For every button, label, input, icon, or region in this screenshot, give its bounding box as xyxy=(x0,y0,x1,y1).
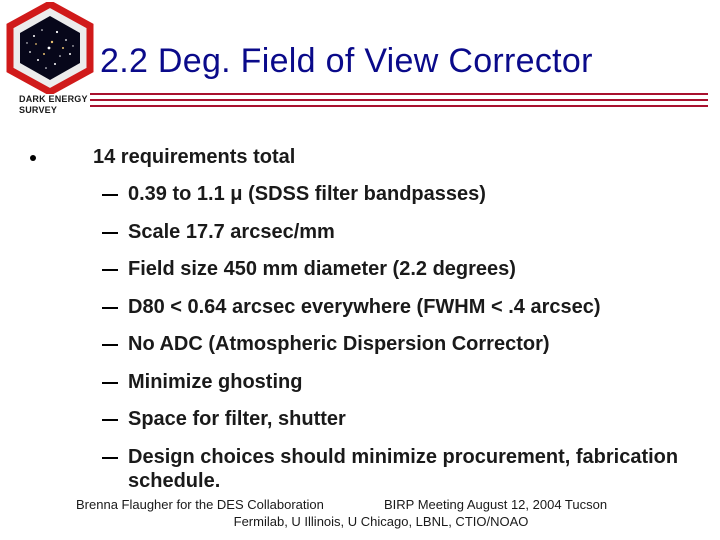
sub-bullet-text: Scale 17.7 arcsec/mm xyxy=(128,220,335,243)
title-rule xyxy=(90,99,708,101)
des-logo xyxy=(2,2,98,120)
main-bullet-text: 14 requirements total xyxy=(93,146,296,168)
sub-bullet xyxy=(102,220,712,258)
page-title: 2.2 Deg. Field of View Corrector xyxy=(100,42,593,80)
sub-bullet xyxy=(102,445,712,492)
sub-bullet xyxy=(102,332,712,370)
title-rule xyxy=(90,105,708,107)
dash-icon xyxy=(102,344,118,346)
sub-bullet xyxy=(102,257,712,295)
footer-meeting: BIRP Meeting August 12, 2004 Tucson xyxy=(384,497,608,512)
sub-bullet-text: Space for filter, shutter xyxy=(128,408,346,430)
sub-bullet-text: 0.39 to 1.1 μ (SDSS filter bandpasses) xyxy=(128,183,486,205)
sub-bullet-text: Design choices should minimize procurement, fabrication schedule. xyxy=(128,445,679,492)
dash-icon xyxy=(102,382,118,384)
logo-line-2: SURVEY xyxy=(19,105,58,115)
sub-bullet-text: No ADC (Atmospheric Dispersion Corrector) xyxy=(128,333,550,355)
hexagon-logo-icon xyxy=(2,2,98,94)
title-rule xyxy=(90,93,708,95)
logo-wordmark xyxy=(19,94,88,116)
sub-bullet xyxy=(102,295,712,333)
sub-bullet-text: Minimize ghosting xyxy=(128,370,303,393)
sub-bullet-text: Field size 450 mm diameter (2.2 degrees) xyxy=(128,258,516,280)
sub-bullet-text: D80 < 0.64 arcsec everywhere (FWHM < .4 arcsec) xyxy=(128,295,601,318)
dash-icon xyxy=(102,307,118,309)
dash-icon xyxy=(102,194,118,196)
sub-bullet-list xyxy=(102,182,712,492)
dash-icon xyxy=(102,232,118,234)
sub-bullet xyxy=(102,182,712,220)
dash-icon xyxy=(102,419,118,421)
sub-bullet xyxy=(102,370,712,408)
footer-author: Brenna Flaugher for the DES Collaboration xyxy=(76,497,324,512)
dash-icon xyxy=(102,457,118,459)
dash-icon xyxy=(102,269,118,271)
logo-line-1: DARK ENERGY xyxy=(19,94,88,104)
footer-institutions: Fermilab, U Illinois, U Chicago, LBNL, CTIO/NOAO xyxy=(233,514,529,529)
sub-bullet xyxy=(102,407,712,445)
bullet-icon xyxy=(30,155,36,161)
